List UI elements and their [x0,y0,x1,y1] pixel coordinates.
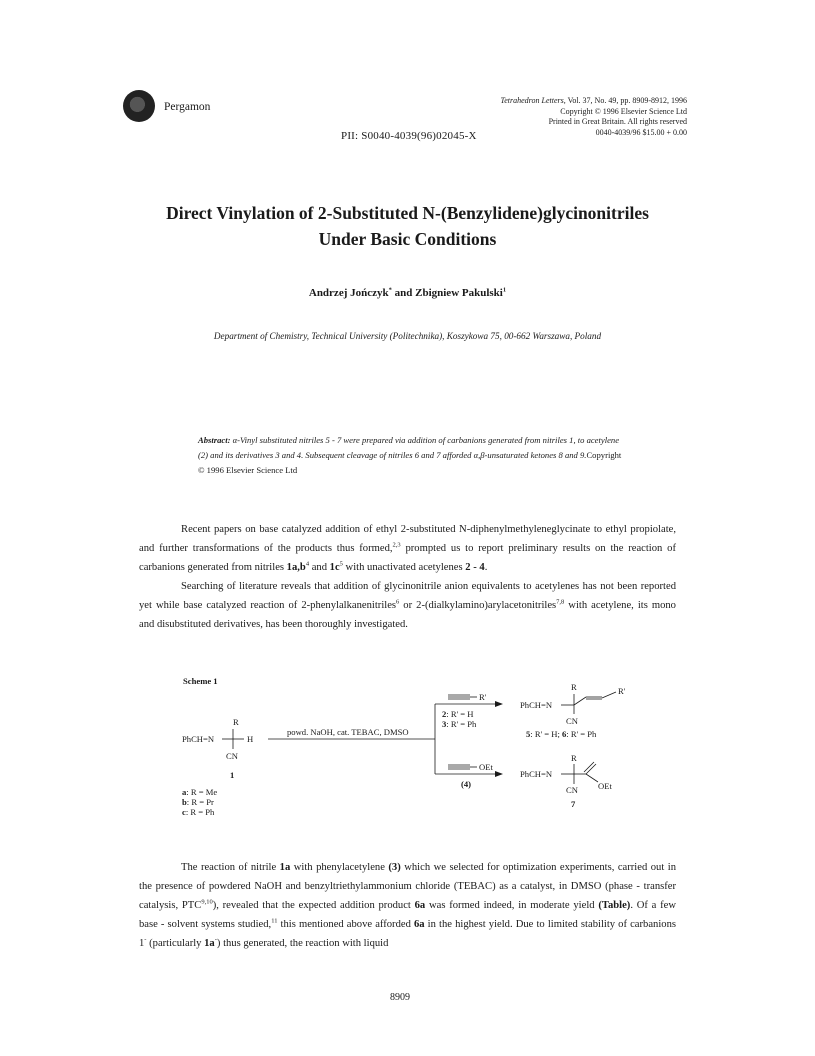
product-top-cn: CN [566,716,578,726]
page-number: 8909 [390,992,410,1003]
compound-1c: 1c [329,562,340,573]
product-5-text: : R' = H; [530,729,562,739]
product-top-phch: PhCH=N [520,700,553,710]
ref-5: 5 [339,560,343,568]
ref-7-8: 7,8 [556,598,565,606]
abstract-copyright: Copyright © 1996 Elsevier Science Ltd [198,450,622,475]
author-1: Andrzej Jończyk [308,287,389,299]
reactant-h: H [247,734,254,744]
reagent-2-text: : R' = H [446,709,474,719]
title-line-1: Direct Vinylation of 2-Substituted N-(Benzylidene)glycinonitriles [166,203,649,223]
p3-compound-1a-2: 1a [204,938,215,949]
sub-a-letter: a [182,787,187,797]
paragraph-2 [139,577,676,634]
substituent-c [182,807,215,817]
product-top-vinyl-4 [602,692,616,698]
p3-compound-6a: 6a [414,900,426,911]
publication-info [501,96,687,138]
author-1-mark: * [388,286,392,294]
author-list [100,287,715,299]
p3-text-g: this mentioned above afforded [277,919,414,930]
reagent-3-num: 3 [442,719,447,729]
reagent-3 [442,719,477,729]
reaction-conditions: powd. NaOH, cat. TEBAC, DMSO [287,727,409,737]
product-bot-cn: CN [566,785,578,795]
p1-text-d: with unactivated acetylenes [342,562,466,573]
p2-text-b: or 2-(dialkylamino)arylacetonitriles [399,600,557,611]
p3-text-b: with phenylacetylene [290,862,389,873]
product-bot-oet: OEt [598,781,612,791]
products-5-6 [526,729,597,739]
ref-11: 11 [271,917,278,925]
p3-anion-mark: - [144,936,147,944]
results-paragraph [139,858,676,953]
p3-table-ref: (Table) [598,900,631,911]
p3-compound-1a: 1a [279,862,291,873]
reagent-top-r: R' [479,692,487,702]
sub-c-letter: c [182,807,186,817]
author-and: and [391,287,416,299]
p1-text-c: and [309,562,330,573]
product-bot-phch: PhCH=N [520,769,553,779]
product-5-num: 5 [526,729,531,739]
p1-text-b: prompted us to report preliminary results on the reaction of carbanions generated from nitriles [139,543,676,573]
price-line: 0040-4039/96 $15.00 + 0.00 [595,127,687,137]
sub-b-text: : R = Pr [186,797,214,807]
p3-compound-6a-2: 6a [413,919,425,930]
copyright-line: Copyright © 1996 Elsevier Science Ltd [560,106,687,116]
reagent-3-text: : R' = Ph [446,719,477,729]
p3-text-a: The reaction of nitrile [181,862,280,873]
ref-2-3: 2,3 [392,541,401,549]
ref-4: 4 [305,560,310,568]
product-7-number: 7 [571,799,576,809]
p3-text-d: ), revealed that the expected addition product [212,900,415,911]
scheme-label: Scheme 1 [183,676,218,686]
ref-6: 6 [396,598,400,606]
author-2-mark: 1 [502,286,507,294]
abstract-label: Abstract: [198,435,231,445]
abstract [198,433,623,478]
p3-text-h: in the highest yield. Due to limited stability of carbanions 1 [139,919,676,949]
p1-text-e: . [484,562,488,573]
paragraph-3 [139,858,676,953]
product-top-vinyl-1 [574,697,586,705]
paragraph-1 [139,520,676,577]
p3-text-e: was formed indeed, in moderate yield [425,900,599,911]
sub-b-letter: b [182,797,187,807]
reagent-2-num: 2 [442,709,447,719]
sub-a-text: : R = Me [186,787,218,797]
sub-c-text: : R = Ph [185,807,215,817]
abstract-body: α-Vinyl substituted nitriles 5 - 7 were prepared via addition of carbanions generated from nitriles 1, to acetylene (2) and its derivatives 3 and 4. Subsequent cleavage of nitriles 6 and 7 afforded α,β-unsaturated ketones 8 and 9. [198,435,620,460]
compounds-2-4: 2 - 4 [465,562,485,573]
author-2: Zbigniew Pakulski [415,287,503,299]
intro-paragraphs [139,520,676,634]
p1-text-a: Recent papers on base catalyzed addition of ethyl 2-substituted N-diphenylmethyleneglycinate to ethyl propiolate, and further transformations of the products thus formed, [139,524,676,554]
p3-text-c: which we selected for optimization experiments, carried out in the presence of powdered NaOH and benzyltriethylammonium chloride (TEBAC) as a catalyst, in DMSO (phase - transfer catalysis, PTC [139,862,676,911]
product-6-num: 6 [562,729,567,739]
affiliation: Department of Chemistry, Technical University (Politechnika), Koszykowa 75, 00-662 Warszawa, Poland [213,331,602,341]
p3-anion-mark-2: - [214,936,217,944]
p3-text-j: ) thus generated, the reaction with liquid [216,938,389,949]
reactant-r: R [233,717,239,727]
upper-arrow-head [495,701,503,707]
p3-text-i: (particularly [146,938,205,949]
p2-text-c: with acetylene, its mono and disubstituted derivatives, has been thoroughly investigated. [139,600,676,630]
product-bot-r: R [571,753,577,763]
reactant-phch: PhCH=N [182,734,215,744]
p3-compound-3: (3) [388,862,401,873]
reagent-4: (4) [461,779,472,789]
reagent-2 [442,709,473,719]
reagent-bottom-oet: OEt [479,762,493,772]
substituent-a [182,787,217,797]
pergamon-logo-icon [123,90,155,122]
pii-line: PII: S0040-4039(96)02045-X [341,130,477,142]
product-top-rprime: R' [618,686,626,696]
substituent-b [182,797,214,807]
journal-name: Tetrahedron Letters [500,96,564,105]
printed-line: Printed in Great Britain. All rights reserved [548,117,687,126]
compound-1-number: 1 [230,770,235,780]
compound-1ab: 1a,b [286,562,306,573]
product-top-r: R [571,682,577,692]
title-line-2: Under Basic Conditions [318,229,497,249]
paper-title [100,200,715,252]
volume-info: , Vol. 37, No. 49, pp. 8909-8912, 1996 [563,96,687,105]
journal-line [501,96,687,107]
lower-arrow-head [495,771,503,777]
product-bot-oet-bond [586,774,598,782]
scheme-1-diagram [170,680,690,830]
p2-text-a: Searching of literature reveals that addition of glycinonitrile anion equivalents to acetylenes has not been reported yet while base catalyzed reaction of 2-phenylalkanenitriles [139,581,676,611]
product-6-text: : R' = Ph [566,729,597,739]
publisher-name: Pergamon [164,101,211,113]
reactant-cn: CN [226,751,238,761]
ref-9-10: 9,10 [201,898,213,906]
p3-text-f: . Of a few base - solvent systems studied, [139,900,677,930]
